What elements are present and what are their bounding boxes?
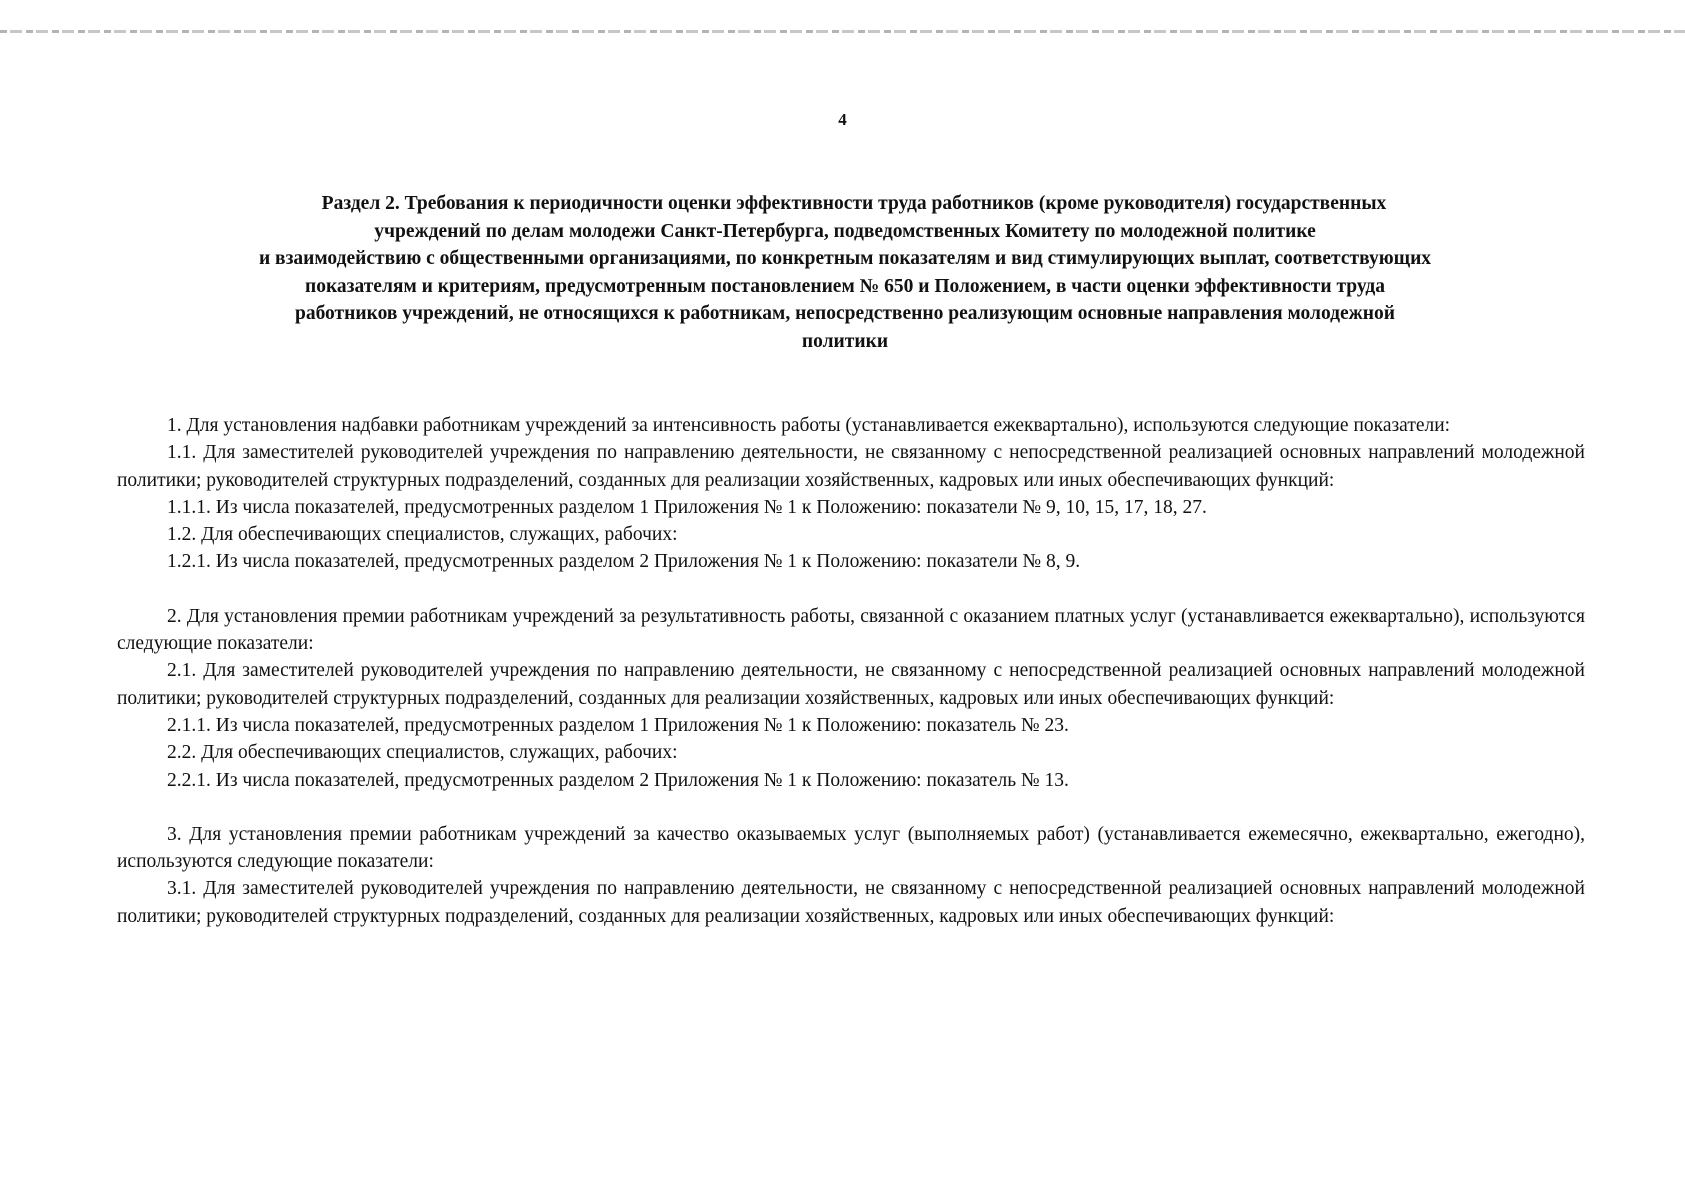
section-title-line: Раздел 2. Требования к периодичности оценки эффективности труда работников (кроме руководителя) государственных: [321, 193, 1387, 214]
section-title-line: политики: [801, 330, 889, 352]
paragraph-2-2-1: 2.2.1. Из числа показателей, предусмотренных разделом 2 Приложения № 1 к Положению: показатель № 13.: [167, 769, 1069, 791]
paragraph-2: 2. Для установления премии работникам учреждений за результативность работы, связанной с оказанием платных услуг (устанавливается ежеквартально), используются следующие показатели:: [117, 605, 1585, 655]
paragraph-3: 3. Для установления премии работникам учреждений за качество оказываемых услуг (выполняемых работ) (устанавливается ежемесячно, ежеквартально, ежегодно), используются следующие показатели:: [117, 823, 1585, 873]
paragraph-1-1-1: 1.1.1. Из числа показателей, предусмотренных разделом 1 Приложения № 1 к Положению: показатели № 9, 10, 15, 17, 18, 27.: [167, 496, 1207, 518]
paragraph-2-1-1: 2.1.1. Из числа показателей, предусмотренных разделом 1 Приложения № 1 к Положению: показатель № 23.: [167, 714, 1069, 736]
page-number: 4: [838, 110, 847, 129]
scan-edge-artifact: [0, 30, 1685, 33]
paragraph-1-2-1: 1.2.1. Из числа показателей, предусмотренных разделом 2 Приложения № 1 к Положению: показатели № 8, 9.: [167, 551, 1081, 573]
section-title: [110, 190, 1580, 355]
document-body: [117, 412, 1585, 930]
section-title-line: показателям и критериям, предусмотренным постановлением № 650 и Положением, в части оценки эффективности труда: [304, 275, 1386, 297]
paragraph-3-1: 3.1. Для заместителей руководителей учреждения по направлению деятельности, не связанному с непосредственной реализацией основных направлений молодежной политики; руководителей структурных подразделений, созданных для реализации хозяйственных, кадровых или иных обеспечивающих функций:: [117, 878, 1585, 927]
paragraph-2-2: 2.2. Для обеспечивающих специалистов, служащих, рабочих:: [167, 742, 678, 764]
paragraph-1-2: 1.2. Для обеспечивающих специалистов, служащих, рабочих:: [167, 524, 678, 546]
section-title-line: и взаимодействию с общественными организациями, по конкретным показателям и вид стимулирующих выплат, соответствующих: [258, 248, 1432, 269]
paragraph-2-1: 2.1. Для заместителей руководителей учреждения по направлению деятельности, не связанному с непосредственной реализацией основных направлений молодежной политики; руководителей структурных подразделений, созданных для реализации хозяйственных, кадровых или иных обеспечивающих функций:: [117, 660, 1585, 709]
paragraph-1-1: 1.1. Для заместителей руководителей учреждения по направлению деятельности, не связанному с непосредственной реализацией основных направлений молодежной политики; руководителей структурных подразделений, созданных для реализации хозяйственных, кадровых или иных обеспечивающих функций:: [117, 442, 1585, 491]
section-title-line: работников учреждений, не относящихся к работникам, непосредственно реализующим основные направления молодежной: [294, 303, 1396, 324]
paragraph-1: 1. Для установления надбавки работникам учреждений за интенсивность работы (устанавливается ежеквартально), используются следующие показатели:: [167, 415, 1451, 436]
section-title-line: учреждений по делам молодежи Санкт-Петербурга, подведомственных Комитету по молодежной политике: [374, 220, 1316, 242]
